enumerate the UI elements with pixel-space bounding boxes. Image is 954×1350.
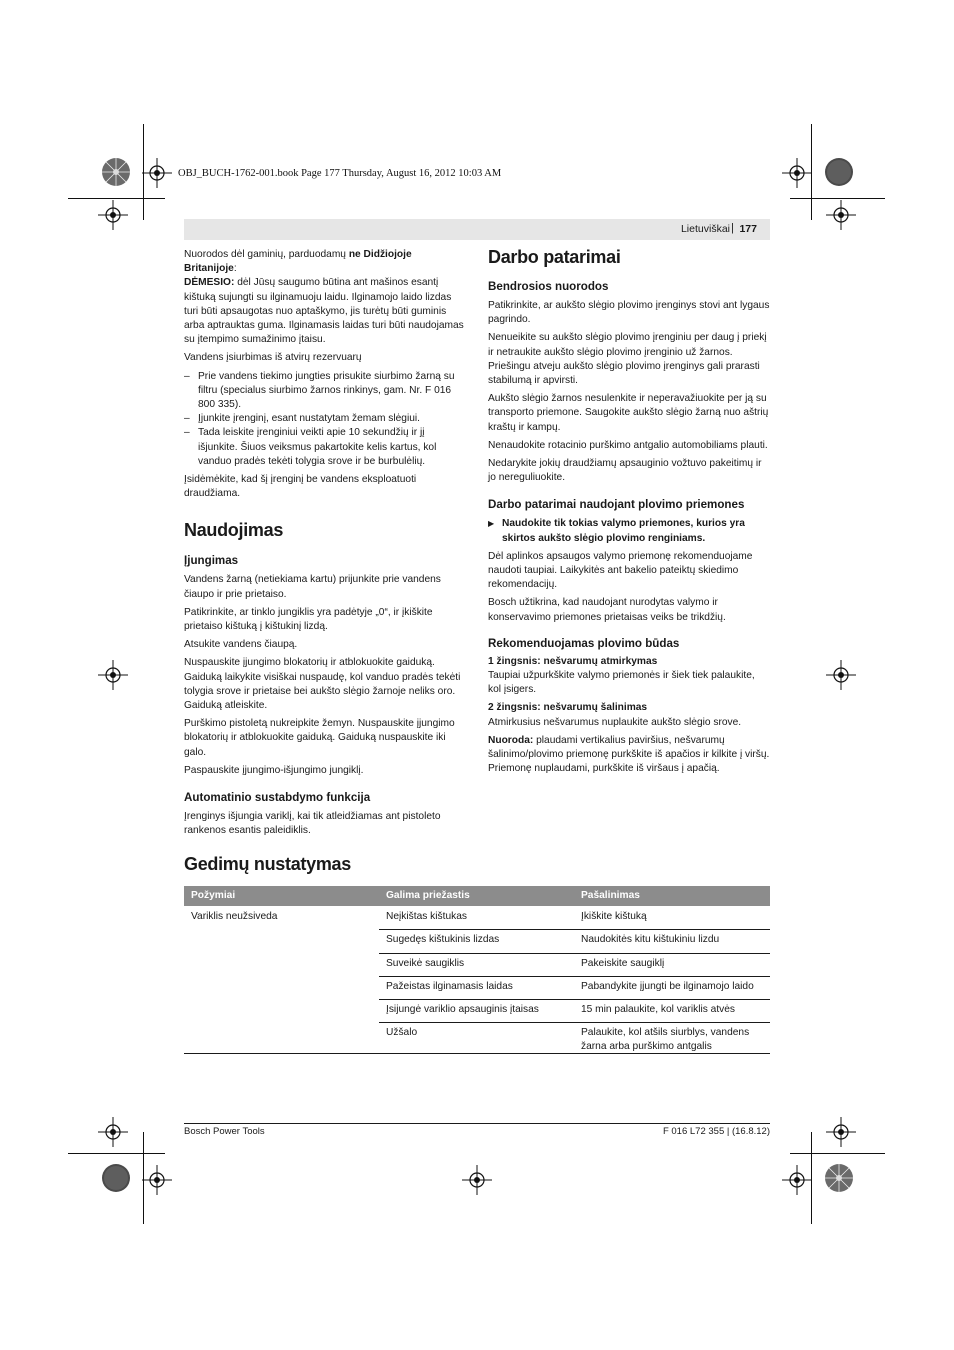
switch-on-paragraph: Purškimo pistoletą nukreipkite žemyn. Nuspauskite įjungimo blokatorių ir atblokuokite gaiduką. Gaiduką nuspauskite iki galo. [184, 718, 455, 758]
right-column [488, 246, 770, 780]
cleaning-paragraph: Bosch užtikrina, kad naudojant nurodytas valymo ir konservavimo priemones prietaisas veiks be trikdžių. [488, 597, 726, 623]
header-separator: | [731, 222, 734, 234]
density-dot-icon [824, 157, 854, 187]
dash-item: – Įjunkite įrenginį, esant nustatytam žemam slėgiui. [184, 413, 420, 425]
cleaning-heading: Darbo patarimai naudojant plovimo priemones [488, 498, 745, 512]
symptom-cell: Variklis neužsiveda [191, 911, 278, 923]
cause-cell: Neįkištas kištukas [379, 906, 574, 930]
cause-cell: Suveikė saugiklis [379, 953, 574, 976]
footer-rule [184, 1123, 770, 1124]
remedy-cell: Įkiškite kištuką [574, 906, 770, 930]
footer-docnumber: F 016 L72 355 | (16.8.12) [662, 1126, 770, 1137]
suction-intro: Vandens įsiurbimas iš atvirų rezervuarų [184, 352, 362, 364]
registration-crosshair-icon [142, 158, 172, 188]
switch-on-paragraph: Paspauskite įjungimo-išjungimo jungiklį. [184, 764, 364, 776]
cause-cell: Pažeistas ilginamasis laidas [379, 976, 574, 999]
warning-paragraph: DĖMESIO: dėl Jūsų saugumo būtina ant mašinos esantį kištuką sujungti su ilginamuoju laidu. Ilginamojo laido lizdas turi būti apsaugotas nuo aptaškymo, jis turėtų būti guminis arba aptrauktas guma. Ilginamasis laidas turi būti naudojamas su įtempimo sumažinimo įtaisu. [184, 277, 464, 346]
fault-table [184, 886, 770, 1060]
left-column [184, 248, 466, 843]
hint-paragraph: Nuoroda: plaudami vertikalius paviršius, nešvarumų šalinimo/plovimo priemonę purkškite iš apačios ir kilkite į viršų. Priemonę nuplaudami, purkškite iš viršaus į apačią. [488, 734, 770, 775]
remedy-cell: 15 min palaukite, kol variklis atvės [574, 1000, 770, 1023]
registration-crosshair-icon [826, 200, 856, 230]
general-paragraph: Nenaudokite rotacinio purškimo antgalio automobiliams plauti. [488, 439, 768, 451]
cleaning-paragraph: Dėl aplinkos apsaugos valymo priemonę rekomenduojame naudoti taupiai. Laikykitės ant bakelio pateiktų skiedimo rekomendacijų. [488, 550, 753, 591]
registration-crosshair-icon [826, 660, 856, 690]
faults-heading: Gedimų nustatymas [184, 854, 351, 874]
step1-heading: 1 žingsnis: nešvarumų atmirkymas [488, 655, 658, 667]
table-row [184, 906, 770, 930]
remedy-cell: Pakeiskite saugiklį [574, 953, 770, 976]
crop-mark [68, 1153, 165, 1154]
general-paragraph: Nenueikite su aukšto slėgio plovimo įrenginiu per daug į priekį ir netraukite aukšto slėgio plovimo įrenginio už žarnos. Priešingu atveju aukšto slėgio plovimo įrenginys gali prarasti stabilumą ir apvirsti. [488, 332, 767, 387]
page-number: 177 [739, 223, 757, 235]
color-wheel-icon [824, 1163, 854, 1193]
autostop-paragraph: Įrenginys išjungia variklį, kai tik atleidžiamas ant pistoleto rankenos esantis paleidiklis. [184, 811, 441, 837]
registration-crosshair-icon [782, 1165, 812, 1195]
method-heading: Rekomenduojamas plovimo būdas [488, 636, 680, 650]
dash-item: – Prie vandens tiekimo jungties prisukite siurbimo žarną su filtru (specialus siurbimo žarnos rinkinys, gam. Nr. F 016 800 335). [184, 370, 455, 411]
step1-text: Taupiai užpurkškite valymo priemonės ir šiek tiek palaukite, kol įsigers. [488, 670, 755, 696]
table-header-row [184, 886, 770, 906]
switch-on-paragraph: Patikrinkite, ar tinklo jungiklis yra padėtyje „0“, ir įkiškite prietaiso kištuką į kištukinį lizdą. [184, 606, 433, 633]
remedy-cell: Palaukite, kol atšils siurblys, vandens žarna arba purškimo antgalis [581, 1027, 750, 1053]
usage-heading: Naudojimas [184, 520, 284, 541]
density-dot-icon [101, 1163, 131, 1193]
registration-crosshair-icon [462, 1165, 492, 1195]
cause-cell: Sugedęs kištukinis lizdas [379, 930, 574, 953]
dash-item: – Tada leiskite įrenginiui veikti apie 10 sekundžių ir jį išjunkite. Šiuos veiksmus pakartokite kelis kartus, kol vanduo pradės tekėti tolygia srove ir be burbulėlių. [184, 427, 437, 467]
cleaning-bullet: ▶ Naudokite tik tokias valymo priemones, kurios yra skirtos aukšto slėgio plovimo renginiams. [488, 517, 770, 545]
remedy-cell: Naudokitės kitu kištukiniu lizdu [574, 930, 770, 953]
cause-cell: Įsijungė variklio apsauginis įtaisas [379, 1000, 574, 1023]
general-paragraph: Patikrinkite, ar aukšto slėgio plovimo įrenginys stovi ant lygaus pagrindo. [488, 300, 770, 326]
column-header: Pašalinimas [574, 886, 770, 906]
general-paragraph: Aukšto slėgio žarnos nesulenkite ir neperavažiuokite per ją su transporto priemone. Saugokite aukšto slėgio žarną nuo aštrių kraštų ir kampų. [488, 393, 769, 433]
remedy-cell: Pabandykite įjungti be ilginamojo laido [574, 976, 770, 999]
crop-mark [790, 198, 885, 199]
switch-on-paragraph: Vandens žarną (netiekiama kartu) prijunkite prie vandens čiaupo ir prie prietaiso. [184, 574, 441, 600]
registration-crosshair-icon [782, 158, 812, 188]
cause-cell: Užšalo [386, 1027, 418, 1039]
step2-heading: 2 žingsnis: nešvarumų šalinimas [488, 702, 648, 714]
registration-crosshair-icon [826, 1117, 856, 1147]
bullet-arrow-icon: ▶ [488, 519, 495, 529]
header-language: Lietuviškai [680, 223, 730, 235]
print-info: OBJ_BUCH-1762-001.book Page 177 Thursday, August 16, 2012 10:03 AM [178, 168, 502, 179]
registration-crosshair-icon [142, 1165, 172, 1195]
general-heading: Bendrosios nuorodos [488, 280, 609, 293]
running-header [184, 219, 770, 240]
table-end-rule [184, 1053, 770, 1054]
registration-crosshair-icon [98, 660, 128, 690]
registration-crosshair-icon [98, 200, 128, 230]
color-wheel-icon [101, 157, 131, 187]
switch-on-paragraph: Nuspauskite įjungimo blokatorių ir atblokuokite gaiduką. Gaiduką laikykite visiškai nuspaudę, kol vanduo pradės tekėti tolygia srove ir prietaise bei aukšto slėgio žarnoje neliks oro. Gaiduką atleiskite. [184, 657, 461, 712]
intro-text: Nuorodos dėl gaminių, parduodamų ne Didžiojoje Britanijoje: [184, 249, 412, 275]
footer-brand: Bosch Power Tools [184, 1126, 265, 1137]
crop-mark [790, 1153, 885, 1154]
crop-mark [68, 198, 165, 199]
column-header: Galima priežastis [379, 886, 574, 906]
switch-on-paragraph: Atsukite vandens čiaupą. [184, 639, 298, 651]
general-paragraph: Nedarykite jokių draudžiamų apsauginio vožtuvo pakeitimų ir jo nereguliuokite. [488, 458, 762, 484]
registration-crosshair-icon [98, 1117, 128, 1147]
tips-heading: Darbo patarimai [488, 247, 621, 267]
dry-run-note: Įsidėmėkite, kad šį įrenginį be vandens eksploatuoti draudžiama. [184, 474, 417, 500]
column-header: Požymiai [184, 886, 379, 906]
step2-text: Atmirkusius nešvarumus nuplaukite aukšto slėgio srove. [488, 716, 742, 728]
autostop-heading: Automatinio sustabdymo funkcija [184, 791, 371, 805]
switch-on-heading: Įjungimas [184, 554, 239, 568]
